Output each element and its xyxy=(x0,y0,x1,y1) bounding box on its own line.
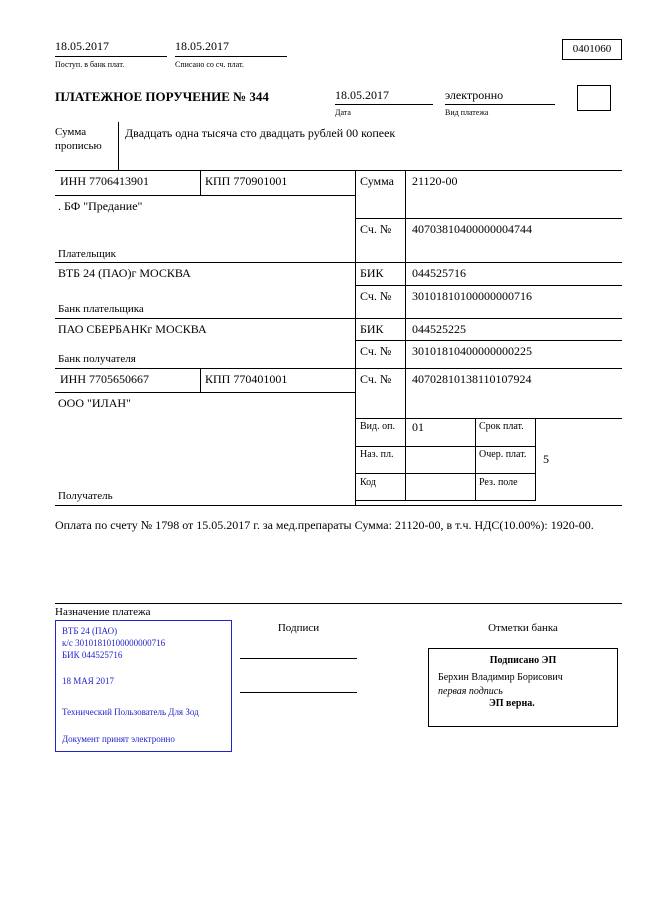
payment-kind-label: Вид платежа xyxy=(445,108,489,117)
table-line xyxy=(55,368,622,369)
ocher-plat-label: Очер. плат. xyxy=(479,449,527,460)
payee-label: Получатель xyxy=(58,490,113,502)
payer-bank-name: ВТБ 24 (ПАО)г МОСКВА xyxy=(58,266,191,280)
signature-line xyxy=(240,658,357,659)
payer-inn: ИНН 7706413901 xyxy=(60,174,149,188)
status-box xyxy=(577,85,611,111)
payee-kpp: КПП 770401001 xyxy=(205,372,288,386)
payer-kpp: КПП 770901001 xyxy=(205,174,288,188)
stamp-bik: БИК 044525716 xyxy=(62,650,123,660)
signatures-label: Подписи xyxy=(277,622,320,634)
payer-bank-bik-label: БИК xyxy=(360,266,384,280)
form-code-box: 0401060 xyxy=(562,39,622,60)
received-date-label: Поступ. в банк плат. xyxy=(55,60,125,69)
table-line xyxy=(355,170,356,505)
table-line xyxy=(355,218,622,219)
table-line xyxy=(55,170,622,171)
debited-date-line xyxy=(175,56,287,57)
payment-kind-value: электронно xyxy=(445,88,504,102)
stamp-note: Документ принят электронно xyxy=(62,734,175,744)
amount-words-label: Сумма прописью xyxy=(55,126,102,153)
payer-name: . БФ "Предание" xyxy=(58,199,143,213)
document-date-value: 18.05.2017 xyxy=(335,88,389,102)
debited-date-value: 18.05.2017 xyxy=(175,39,229,53)
stamp-corr-account: к/с 30101810100000000716 xyxy=(62,638,166,648)
payee-bank-bik-label: БИК xyxy=(360,322,384,336)
purpose-label: Назначение платежа xyxy=(55,606,151,618)
table-line xyxy=(405,170,406,500)
ocher-plat-value: 5 xyxy=(543,452,549,466)
sum-label: Сумма xyxy=(360,174,394,188)
received-date-value: 18.05.2017 xyxy=(55,39,109,53)
table-line xyxy=(200,368,201,392)
debited-date-label: Списано со сч. плат. xyxy=(175,60,244,69)
signature-line xyxy=(240,692,357,693)
table-line xyxy=(55,262,622,263)
bank-marks-label: Отметки банка xyxy=(488,622,558,634)
e-signature-name: Берхин Владимир Борисович xyxy=(438,672,563,683)
document-date-line xyxy=(335,104,433,105)
payer-account-label: Сч. № xyxy=(360,222,392,236)
e-signature-role: первая подпись xyxy=(438,686,503,697)
table-line xyxy=(475,418,476,500)
e-signature-stamp xyxy=(428,648,618,727)
payee-inn: ИНН 7705650667 xyxy=(60,372,149,386)
table-line xyxy=(55,392,356,393)
e-signature-status: ЭП верна. xyxy=(489,698,535,709)
vid-op-value: 01 xyxy=(412,420,424,434)
payer-bank-bik-value: 044525716 xyxy=(412,266,466,280)
table-line xyxy=(355,446,536,447)
bank-acceptance-stamp xyxy=(55,620,232,752)
payee-account-label: Сч. № xyxy=(360,372,392,386)
payee-bank-name: ПАО СБЕРБАНКг МОСКВА xyxy=(58,322,207,336)
table-line xyxy=(200,170,201,195)
table-line xyxy=(355,340,622,341)
payer-bank-label: Банк плательщика xyxy=(58,303,144,315)
received-date-line xyxy=(55,56,167,57)
table-line xyxy=(355,418,622,419)
document-title: ПЛАТЕЖНОЕ ПОРУЧЕНИЕ № 344 xyxy=(55,89,269,104)
table-line xyxy=(535,418,536,500)
table-line xyxy=(55,195,356,196)
table-line xyxy=(355,500,536,501)
rez-pole-label: Рез. поле xyxy=(479,477,518,488)
vid-op-label: Вид. оп. xyxy=(360,421,395,432)
payee-account-value: 40702810138110107924 xyxy=(412,372,532,386)
document-date-label: Дата xyxy=(335,108,351,117)
payee-bank-account-value: 30101810400000000225 xyxy=(412,344,532,358)
amount-words-value: Двадцать одна тысяча сто двадцать рублей 00 копеек xyxy=(125,126,396,140)
payer-bank-account-label: Сч. № xyxy=(360,289,392,303)
payee-bank-account-label: Сч. № xyxy=(360,344,392,358)
purpose-line xyxy=(55,603,622,604)
kod-label: Код xyxy=(360,477,376,488)
table-line xyxy=(118,122,119,170)
stamp-user: Технический Пользователь Для Зод xyxy=(62,707,199,717)
payer-label: Плательщик xyxy=(58,248,116,260)
stamp-date: 18 МАЯ 2017 xyxy=(62,676,115,686)
payer-bank-account-value: 30101810100000000716 xyxy=(412,289,532,303)
table-line xyxy=(55,505,622,506)
srok-plat-label: Срок плат. xyxy=(479,421,524,432)
table-line xyxy=(355,473,536,474)
e-signature-title: Подписано ЭП xyxy=(489,655,557,666)
payee-name: ООО "ИЛАН" xyxy=(58,396,131,410)
payee-bank-label: Банк получателя xyxy=(58,353,136,365)
table-line xyxy=(55,318,622,319)
payer-account-value: 40703810400000004744 xyxy=(412,222,532,236)
sum-value: 21120-00 xyxy=(412,174,458,188)
payment-kind-line xyxy=(445,104,555,105)
naz-pl-label: Наз. пл. xyxy=(360,449,394,460)
stamp-bank-name: ВТБ 24 (ПАО) xyxy=(62,626,118,636)
purpose-text: Оплата по счету № 1798 от 15.05.2017 г. за мед.препараты Сумма: 21120-00, в т.ч. НДС(10.00%): 1920-00. xyxy=(55,518,594,532)
table-line xyxy=(355,285,622,286)
payee-bank-bik-value: 044525225 xyxy=(412,322,466,336)
